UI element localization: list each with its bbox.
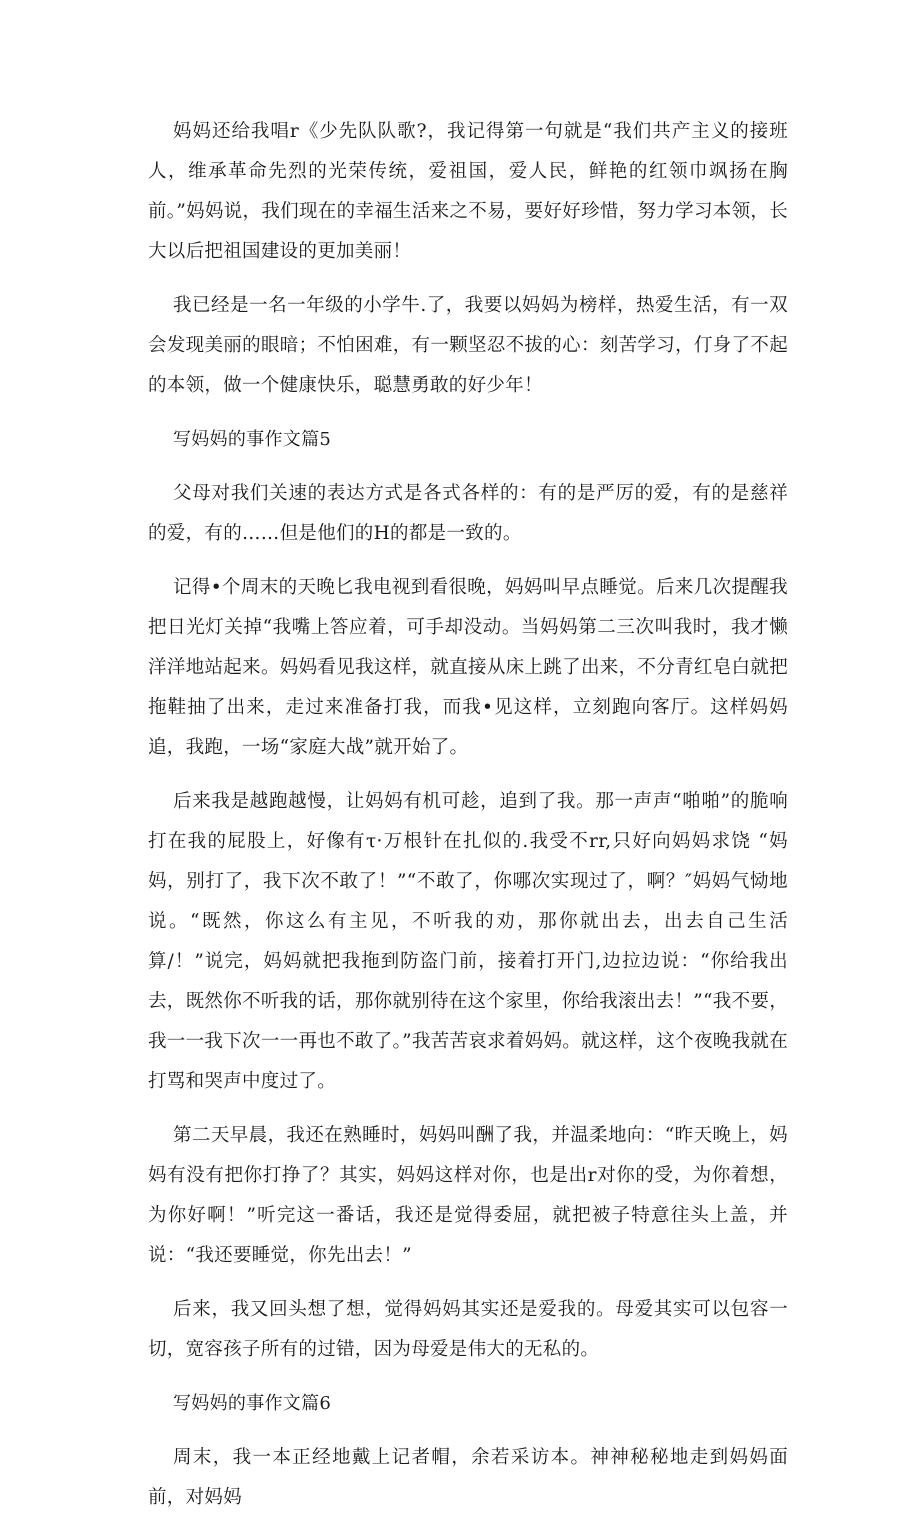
- paragraph: 记得•个周末的天晚匕我电视到看很晚，妈妈叫早点睡觉。后来几次提醒我把日光灯关掉“我嘴上答应着，可手却没动。当妈妈第二三次叫我时，我才懒洋洋地站起来。妈妈看见我这样，就直接从床上跳了出来，不分青红皂白就把拖鞋抽了出来，走过来准备打我，而我•见这样，立刻跑向客厅。这样妈妈追，我跑，一场“家庭大战”就开始了。: [148, 577, 788, 758]
- section-heading: 写妈妈的事作文篇5: [173, 429, 332, 450]
- paragraph: 周末，我一本正经地戴上记者帽，余若采访本。神神秘秘地走到妈妈面前，对妈妈: [148, 1447, 788, 1508]
- paragraph: 后来我是越跑越慢，让妈妈有机可趁，追到了我。那一声声“啪啪”的脆响打在我的屁股上，好像有τ·万根针在扎似的.我受不rr,只好向妈妈求饶 “妈妈，别打了，我下次不敢了！”“不敢了，你哪次实现过了，啊？″妈妈气恸地说。“既然，你这么有主见，不听我的劝，那你就出去，出去自己生活算/！”说完，妈妈就把我拖到防盗门前，接着打开门,边拉边说：“你给我出去，既然你不听我的话，那你就别待在这个家里，你给我滚出去！”“我不要，我一一我下次一一再也不敢了。”我苦苦哀求着妈妈。就这样，这个夜晚我就在打骂和哭声中度过了。: [148, 791, 788, 1092]
- section-heading: 写妈妈的事作文篇6: [173, 1393, 332, 1414]
- paragraph: 父母对我们关速的表达方式是各式各样的：有的是严厉的爱，有的是慈祥的爱，有的……但是他们的H的都是一致的。: [148, 483, 788, 544]
- paragraph: 第二天早晨，我还在熟睡时，妈妈叫酬了我，并温柔地向：“昨天晚上，妈妈有没有把你打挣了？其实，妈妈这样对你，也是出r对你的受，为你着想，为你好啊！”听完这一番话，我还是觉得委屈，就把被子特意往头上盖，并说：“我还要睡觉，你先出去！”: [148, 1125, 788, 1266]
- paragraph: 后来，我又回头想了想，觉得妈妈其实还是爱我的。母爱其实可以包容一切，宽容孩子所有的过错，因为母爱是伟大的无私的。: [148, 1299, 788, 1360]
- document-body: [148, 112, 788, 1532]
- paragraph: 妈妈还给我唱r《少先队队歌?，我记得第一句就是“我们共产主义的接班人，维承革命先烈的光荣传统，爱祖国，爱人民，鲜艳的红领巾飒扬在胸前。”妈妈说，我们现在的幸福生活来之不易，要好好珍惜，努力学习本领，长大以后把祖国建设的更加美丽！: [148, 121, 788, 262]
- paragraph: 我已经是一名一年级的小学牛.了，我要以妈妈为榜样，热爱生活，有一双会发现美丽的眼暗；不怕困难，有一颗坚忍不拔的心：刻苦学习，仃身了不起的本领，做一个健康快乐，聪慧勇敢的好少年！: [148, 295, 788, 396]
